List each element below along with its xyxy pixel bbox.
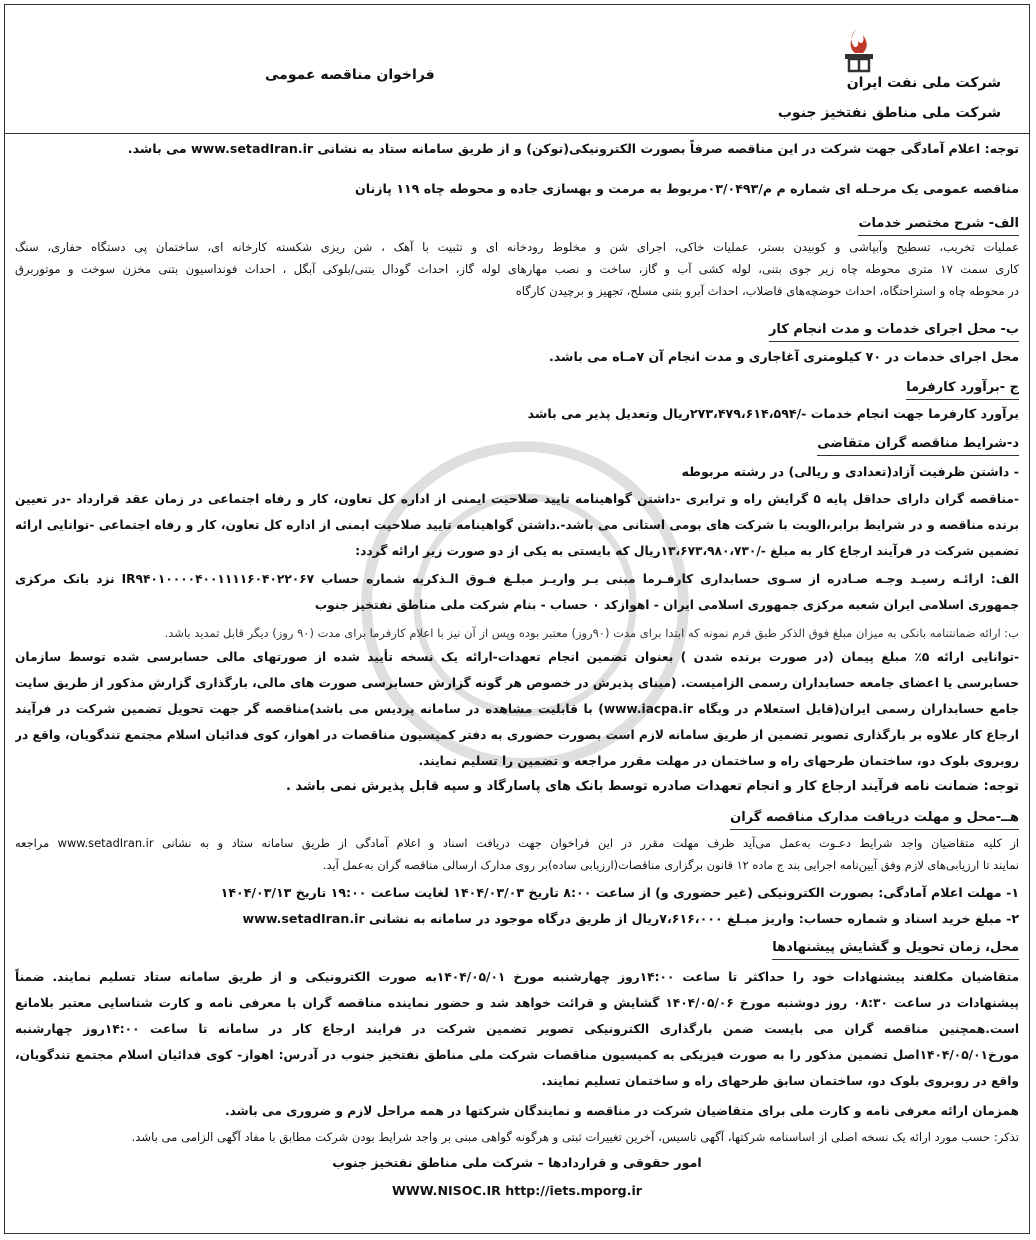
section-d-line: ارجاع کار علاوه بر بارگذاری تصویر تضمین از طریق سامانه لازم است بصورت حضوری به دفتر کمیسیون مناقصات در اهواز، کوی فدائیان اسلام مجتمع تندگویان، واقع در — [15, 728, 1019, 742]
nioc-logo-icon — [839, 23, 879, 73]
section-f-line: واقع در روبروی بلوک دو، ساختمان سابق طرحهای راه و ساختمان تسلیم نمایند. — [541, 1074, 1019, 1088]
section-b-text: محل اجرای خدمات در ۷۰ کیلومتری آغاجاری و مدت انجام آن ۷مـاه می باشد. — [549, 349, 1019, 364]
section-d-line: -مناقصه گران دارای حداقل پایه ۵ گرایش راه و ترابری -داشتن گواهینامه تایید صلاحیت ایمنی از اداره کل تعاون، کار و رفاه اجتماعی در زمان عقد قرارداد -در تعیین — [15, 492, 1019, 506]
section-e-heading: هــ-محل و مهلت دریافت مدارک مناقصه گران — [730, 808, 1019, 830]
section-f-line: است.همچنین مناقصه گران می بایست ضمن بارگذاری الکترونیکی تصویر تضمین شرکت در فرایند ارجاع کار در سامانه تا ساعت ۱۴:۰۰روز چهارشنبه — [15, 1022, 1019, 1036]
footer-website: WWW.NISOC.IR http://iets.mporg.ir — [392, 1183, 642, 1198]
guarantee-note: ب: ارائه ضمانتنامه بانکی به میزان مبلغ فوق الذکر طبق فرم نمونه که ابتدا برای مدت (۹۰روز) معتبر بوده وپس از آن نیز با اعلام کارفرما برای مدت (۹۰ روز) دیگر قابل تمدید باشد. — [164, 626, 1019, 640]
section-d-line: برنده مناقصه و در شرایط برابر،الویت با شرکت های بومی استانی می باشد-.داشتن گواهینامه تایید صلاحیت ایمنی از اداره کل تعاون، کار و رفاه اجتماعی -توانایی ارائه — [15, 518, 1019, 532]
company-name-nisoc: شرکت ملی مناطق نفتخیز جنوب — [777, 105, 1001, 121]
section-c-text: برآورد کارفرما جهت انجام خدمات -/۲۷۳،۴۷۹،۶۱۴،۵۹۴ریال وتعدیل پذیر می باشد — [527, 406, 1019, 421]
section-e-line: نمایند تا ارزیابی‌های لازم وفق آیین‌نامه اجرایی بند ج ماده ۱۲ قانون برگزاری مناقصات(ارزیابی ساده)بر روی مدارک ارسالی مناقصه گران به‌عمل آید. — [322, 858, 1019, 872]
tender-document — [4, 4, 1030, 1234]
section-d-line: حسابرسی یا اعضای جامعه حسابداران رسمی الزامیست. (مبنای پذیرش در خصوص هر گونه گزارش حسابرسی صورت های مالی، بارگذاری گزارش مذکور از طریق سایت — [15, 676, 1019, 690]
section-d-line: جامع حسابداران رسمی ایران(قابل استعلام در وبگاه www.iacpa.ir) با قابلیت مشاهده در سامانه پردیس می باشد)مناقصه گر جهت تحویل تضمین شرکت در فرآیند — [15, 702, 1019, 716]
section-d-line: جمهوری اسلامی ایران شعبه مرکزی جمهوری اسلامی ایران - اهوازکد ۰ حساب - بنام شرکت ملی مناطق نفتخیز جنوب — [314, 598, 1019, 612]
section-f-line: متقاضیان مکلفند پیشنهادات خود را حداکثر تا ساعت ۱۴:۰۰روز چهارشنبه مورخ ۱۴۰۴/۰۵/۰۱به صورت الکترونیکی و از طریق سامانه ستاد تسلیم نمایند. ضمناً — [15, 970, 1019, 984]
section-a-line: در محوطه چاه و استراحتگاه، احداث حوضچه‌های فاضلاب، احداث آبرو بتنی مسلح، تجهیز و برچیدن کارگاه — [515, 284, 1019, 298]
section-d-heading: د-شرایط مناقصه گران متقاضی — [817, 434, 1019, 456]
section-a-line: کاری سمت ۱۷ متری محوطه چاه زیر جوی بتنی، لوله کشی آب و گاز، ساخت و نصب مهارهای لوله گاز، احداث گودال بتنی/بلوکی آبگل ، احداث فونداسیون بتنی مخزن سوخت و موتوربرق — [15, 262, 1019, 276]
document-title: فراخوان مناقصه عمومی — [265, 67, 435, 83]
notice-guarantee-banks: توجه: ضمانت نامه فرآیند ارجاع کار و انجام تعهدات صادره توسط بانک های پاسارگاد و سپه قابل پذیرش نمی باشد . — [285, 779, 1019, 794]
section-c-heading: ج -برآورد کارفرما — [906, 378, 1019, 400]
section-d-line: الف: ارائـه رسیـد وجـه صـادره از سـوی حسابداری کارفـرما مبنی بـر واریـز مبلـغ فـوق الـذکربه شماره حساب IR۹۴۰۱۰۰۰۰۴۰۰۱۱۱۱۶۰۴۰۲۲۰۶۷ نزد بانک مرکزی — [15, 572, 1019, 586]
footer-reminder: تذکر: حسب مورد ارائه یک نسخه اصلی از اساسنامه شرکتها، آگهی تاسیس، آخرین تغییرات ثبتی و هرگونه گواهی مبنی بر واجد شرایط بودن شرکت مطابق با مفاد آگهی الزامی می باشد. — [131, 1130, 1019, 1144]
section-e-line: از کلیه متقاضیان واجد شرایط دعـوت به‌عمل می‌آید ظرف مهلت مقرر در این فراخوان جهت دریافت اسناد و اعلام آمادگی از طریق سامانه ستاد و به نشانی www.setadIran.ir مراجعه — [15, 836, 1019, 850]
footer-department: امور حقوقی و قراردادها – شرکت ملی مناطق نفتخیز جنوب — [332, 1155, 702, 1170]
section-f-heading: محل، زمان تحویل و گشایش پیشنهادها — [772, 938, 1019, 960]
tender-subject: مناقصه عمومی یک مرحـله ای شماره م م/۰۳/۰۴۹۳مربوط به مرمت و بهسازی جاده و محوطه چاه ۱۱۹ پازنان — [355, 181, 1019, 196]
section-f-line: پیشنهادات در ساعت ۰۸:۳۰ روز دوشنبه مورخ ۱۴۰۴/۰۵/۰۶ گشایش و قرائت خواهد شد و حضور نماینده مناقصه گران با معرفی نامه و کارت شناسایی معتبر بلامانع — [15, 996, 1019, 1010]
section-f-line: مورخ۱۴۰۴/۰۵/۰۱اصل تضمین مذکور را به صورت فیزیکی به کمیسیون مناقصات شرکت ملی مناطق نفتخیز جنوب در آدرس: اهواز- کوی فدائیان اسلام مجتمع تندگویان، — [15, 1048, 1019, 1062]
section-d-line: - داشتن ظرفیت آزاد(تعدادی و ریالی) در رشته مربوطه — [681, 464, 1019, 479]
fee-item: ۲- مبلغ خرید اسناد و شماره حساب: واریز مبـلغ ۷،۶۱۶،۰۰۰ریال از طریق درگاه موجود در سامانه به نشانی www.setadIran.ir — [242, 911, 1019, 926]
notice-electronic: توجه: اعلام آمادگی جهت شرکت در این مناقصه صرفاً بصورت الکترونیکی(توکن) و از طریق سامانه ستاد به نشانی www.setadIran.ir می باشد. — [127, 141, 1019, 156]
section-a-line: عملیات تخریب، تسطیح وآبپاشی و کوبیدن بستر، عملیات خاکی، اجرای شن و مخلوط رودخانه ای و تثبیت با آهک ، شن ریزی شکسته کارخانه ای، ساختمان پی دستگاه حفاری، سنگ — [15, 240, 1019, 254]
section-b-heading: ب- محل اجرای خدمات و مدت انجام کار — [769, 320, 1019, 342]
document-header — [5, 5, 1029, 134]
section-a-heading: الف- شرح مختصر خدمات — [858, 214, 1019, 236]
footer-note-id: همزمان ارائه معرفی نامه و کارت ملی برای متقاضیان شرکت در مناقصه و نمایندگان شرکتها در همه مراحل لازم و ضروری می باشد. — [224, 1104, 1019, 1118]
company-name-nioc: شرکت ملی نفت ایران — [846, 75, 1001, 91]
section-d-line: -توانایی ارائه ۵٪ مبلغ پیمان (در صورت برنده شدن ) بعنوان تضمین انجام تعهدات-ارائه یک نسخه تأیید شده از صورتهای مالی حسابرسی شده توسط سازمان — [15, 650, 1019, 664]
section-d-line: روبروی بلوک دو، ساختمان طرحهای راه و ساختمان در مهلت مقرر مراجعه و تضمین را تسلیم نمایند. — [418, 754, 1019, 768]
section-d-line: تضمین شرکت در فرآیند ارجاع کار به مبلغ -/۱۳،۶۷۳،۹۸۰،۷۳۰ریال که بایستی به یکی از دو صورت زیر ارائه گردد: — [355, 544, 1019, 558]
deadline-item: ۱- مهلت اعلام آمادگی: بصورت الکترونیکی (غیر حضوری و) از ساعت ۸:۰۰ تاریخ ۱۴۰۴/۰۳/۰۳ لغایت ساعت ۱۹:۰۰ تاریخ ۱۴۰۴/۰۳/۱۳ — [220, 885, 1019, 900]
